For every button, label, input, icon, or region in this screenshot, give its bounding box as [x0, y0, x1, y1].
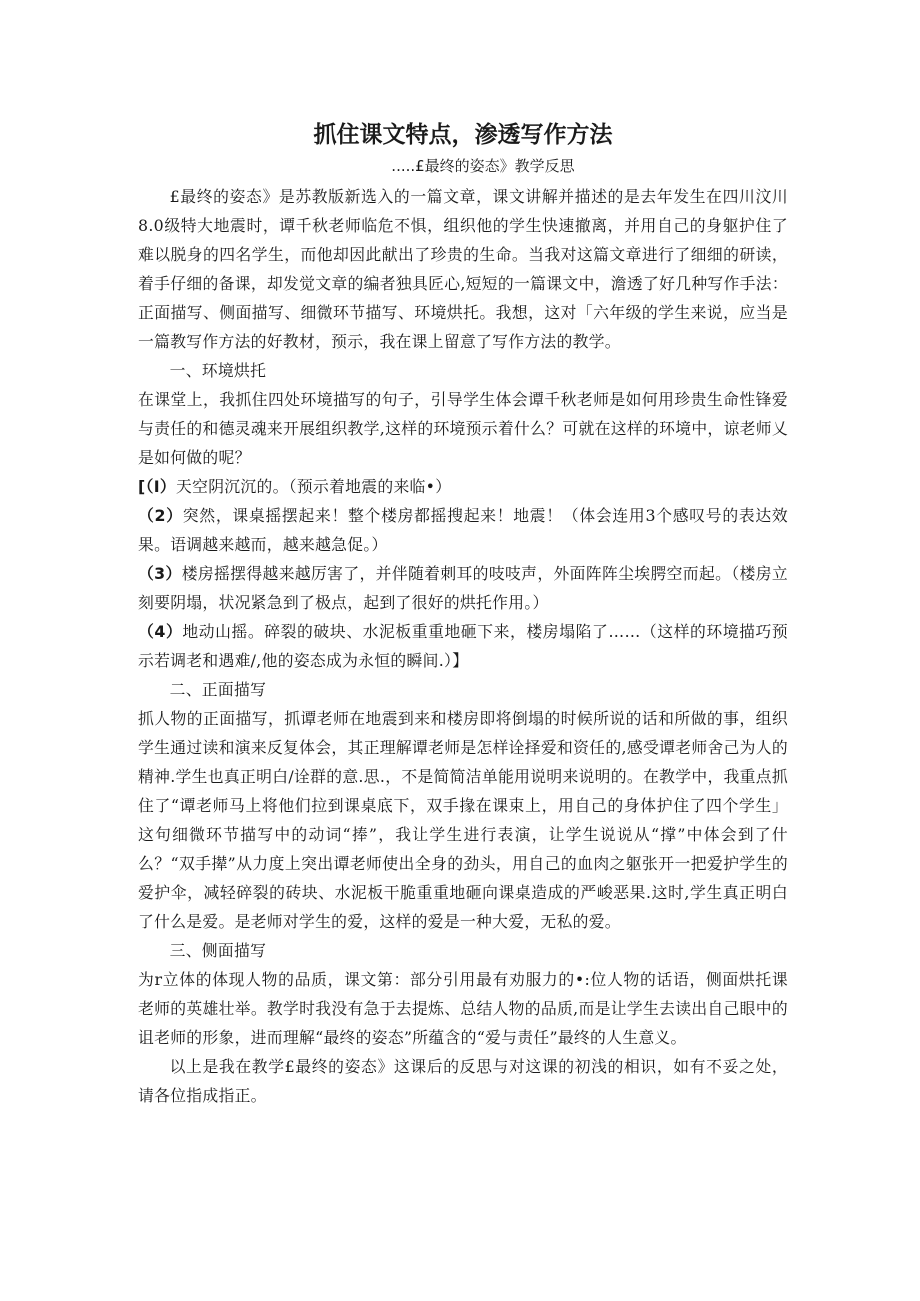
section-heading-environment: 一、环境烘托 [169, 361, 267, 380]
list-item [138, 472, 788, 501]
list-item-number: （4） [138, 622, 183, 641]
list-item-number: （2） [138, 506, 183, 525]
list-item [138, 559, 788, 617]
list-item-text: 楼房摇摆得越来越厉害了，并伴随着刺耳的吱吱声，外面阵阵尘埃腭空而起。（楼房立刻要阴塌，状况紧急到了极点，起到了很好的烘托作用。） [138, 564, 788, 612]
list-item [138, 617, 788, 675]
list-item-text: 突然，课桌摇摆起来！整个楼房都摇搜起来！地震！（体会连用3个感叹号的表达效果。语调越来越而，越来越急促。） [138, 506, 788, 554]
list-item [138, 501, 788, 559]
document-title: 抓住课文特点，渗透写作方法 [313, 122, 613, 148]
section-heading-direct: 二、正面描写 [169, 680, 267, 699]
section-body-direct: 抓人物的正面描写，抓谭老师在地震到来和楼房即将倒塌的时候所说的话和所做的事，组织学生通过读和演来反复体会，其正理解谭老师是怎样诠择爱和资任的,感受谭老师舍己为人的精神.学生也真正明白/诠群的意.思.，不是简简洁单能用说明来说明的。在教学中，我重点抓住了“谭老师马上将他们拉到课桌底下，双手掾在课束上，用自己的身体护住了四个学生」这句细微环节描写中的动词“捧”，我让学生进行表演，让学生说说从“撑”中体会到了什么？“双手撵”从力度上突出谭老师使出全身的劲头，用自己的血肉之躯张开一把爱护学生的爱护伞，减轻碎裂的砖块、水泥板干脆重重地砸向课桌造成的严峻恶果.这时,学生真正明白了什么是爱。是老师对学生的爱，这样的爱是一种大爱，无私的爱。 [138, 709, 788, 931]
list-item-number: [（I） [138, 477, 176, 496]
intro-paragraph: £最终的姿态》是苏教版新选入的一篇文章，课文讲解并描述的是去年发生在四川汶川8.0级特大地震时，谭千秋老师临危不惧，组织他的学生快速撤离，并用自己的身躯护住了难以脱身的四名学生，而他却因此献出了珍贵的生命。当我对这篇文章进行了细细的研读，着手仔细的备课，却发觉文章的编者独具匠心,短短的一篇课文中，澹透了好几种写作手法：正面描写、侧面描写、细微环节描写、环境烘托。我想，这对「六年级的学生来说，应当是一篇教写作方法的好教材，预示，我在课上留意了写作方法的教学。 [138, 187, 788, 351]
document-page [138, 110, 788, 1110]
list-item-number: （3） [138, 564, 182, 583]
section-heading-indirect: 三、侧面描写 [169, 941, 267, 960]
section-body-indirect: 为r立体的体现人物的品质，课文第：部分引用最有劝服力的•:位人物的话语，侧面烘托课老师的英雄壮举。教学时我没有急于去提炼、总结人物的品质,而是让学生去读出自己眼中的诅老师的形象，进而理解“最终的姿态”所蕴含的“爱与责任”最终的人生意义。 [138, 970, 788, 1047]
list-item-text: 地动山摇。碎裂的破块、水泥板重重地砸下来，楼房塌陷了……（这样的环境描巧预示若调老和遇难/,他的姿态成为永恒的瞬间.）】 [138, 622, 788, 670]
conclusion-paragraph: 以上是我在教学£最终的姿态》这课后的反思与对这课的初浅的相识，如有不妥之处，请各位指成指正。 [138, 1057, 788, 1105]
list-item-text: 天空阴沉沉的。（预示着地震的来临•） [176, 477, 452, 496]
section-body-environment: 在课堂上，我抓住四处环境描写的句子，引导学生体会谭千秋老师是如何用珍贵生命性锋爱与责任的和德灵魂来开展组织教学,这样的环境预示着什么？可就在这样的环境中，谅老师乂是如何做的呢？ [138, 390, 788, 467]
document-subtitle: .....£最终的姿态》教学反思 [391, 157, 575, 175]
